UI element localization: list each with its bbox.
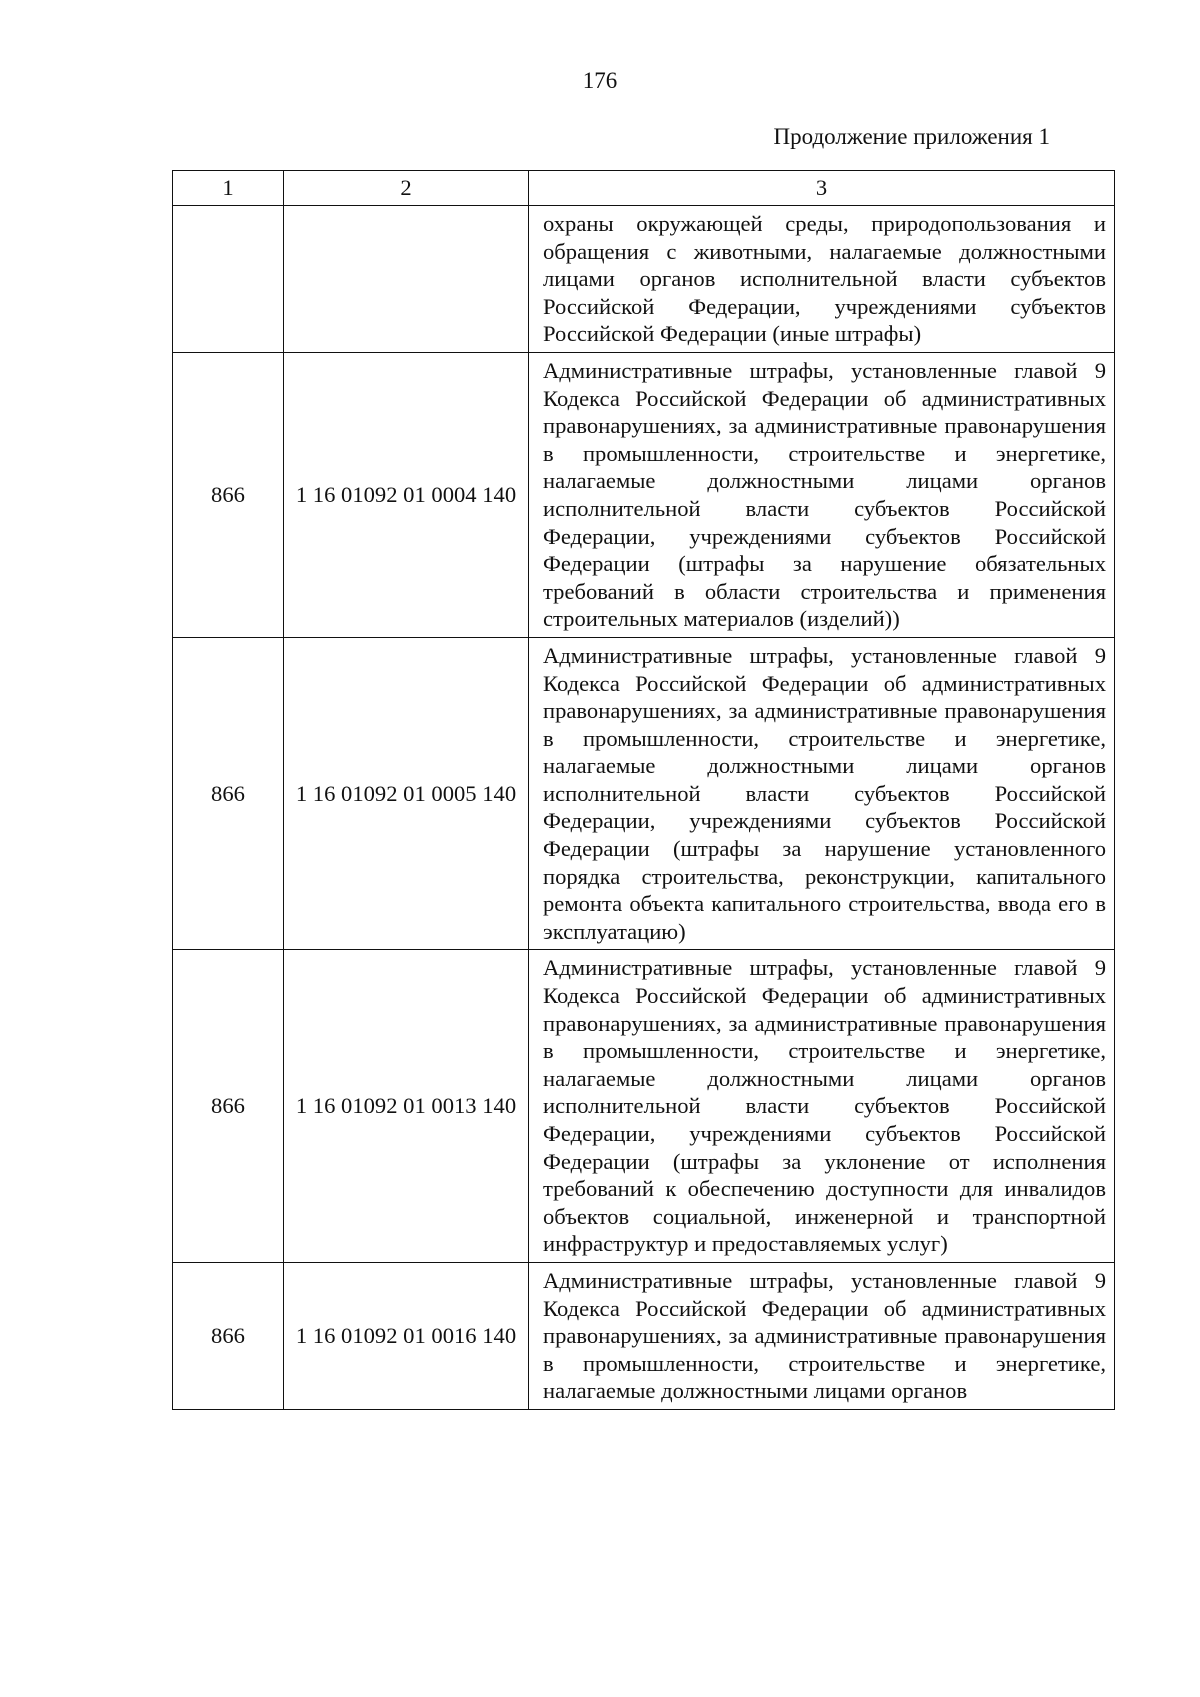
kbk-code-cell: 1 16 01092 01 0016 140 bbox=[284, 1262, 529, 1409]
description-cell: Административные штрафы, установленные главой 9 Кодекса Российской Федерации об административных правонарушениях, за административные правонарушения в промышленности, строительстве и энергетике, налагаемые должностными лицами органов исполнительной власти субъектов Российской Федерации, учреждениями субъектов Российской Федерации (штрафы за уклонение от исполнения требований к обеспечению доступности для инвалидов объектов социальной, инженерной и транспортной инфраструктур и предоставляемых услуг) bbox=[529, 950, 1115, 1263]
column-header-2: 2 bbox=[284, 171, 529, 206]
description-cell: Административные штрафы, установленные главой 9 Кодекса Российской Федерации об административных правонарушениях, за административные правонарушения в промышленности, строительстве и энергетике, налагаемые должностными лицами органов исполнительной власти субъектов Российской Федерации, учреждениями субъектов Российской Федерации (штрафы за нарушение установленного порядка строительства, реконструкции, капитального ремонта объекта капитального строительства, ввода его в эксплуатацию) bbox=[529, 637, 1115, 950]
description-cell: Административные штрафы, установленные главой 9 Кодекса Российской Федерации об административных правонарушениях, за административные правонарушения в промышленности, строительстве и энергетике, налагаемые должностными лицами органов bbox=[529, 1262, 1115, 1409]
table-row bbox=[173, 1262, 1115, 1409]
kbk-code-cell: 1 16 01092 01 0013 140 bbox=[284, 950, 529, 1263]
admin-code-cell: 866 bbox=[173, 1262, 284, 1409]
admin-code-cell: 866 bbox=[173, 352, 284, 637]
admin-code-cell: 866 bbox=[173, 637, 284, 950]
table-row bbox=[173, 950, 1115, 1263]
table-row bbox=[173, 206, 1115, 353]
admin-code-cell bbox=[173, 206, 284, 353]
column-header-1: 1 bbox=[173, 171, 284, 206]
column-header-3: 3 bbox=[529, 171, 1115, 206]
kbk-code-cell: 1 16 01092 01 0005 140 bbox=[284, 637, 529, 950]
appendix-continuation-note: Продолжение приложения 1 bbox=[773, 124, 1050, 149]
kbk-code-cell: 1 16 01092 01 0004 140 bbox=[284, 352, 529, 637]
fines-table bbox=[172, 170, 1115, 1410]
admin-code-cell: 866 bbox=[173, 950, 284, 1263]
table-header-row bbox=[173, 171, 1115, 206]
table-row bbox=[173, 352, 1115, 637]
page-number: 176 bbox=[582, 68, 618, 93]
description-cell: Административные штрафы, установленные главой 9 Кодекса Российской Федерации об административных правонарушениях, за административные правонарушения в промышленности, строительстве и энергетике, налагаемые должностными лицами органов исполнительной власти субъектов Российской Федерации, учреждениями субъектов Российской Федерации (штрафы за нарушение обязательных требований в области строительства и применения строительных материалов (изделий)) bbox=[529, 352, 1115, 637]
description-cell: охраны окружающей среды, природопользования и обращения с животными, налагаемые должностными лицами органов исполнительной власти субъектов Российской Федерации, учреждениями субъектов Российской Федерации (иные штрафы) bbox=[529, 206, 1115, 353]
table-row bbox=[173, 637, 1115, 950]
kbk-code-cell bbox=[284, 206, 529, 353]
